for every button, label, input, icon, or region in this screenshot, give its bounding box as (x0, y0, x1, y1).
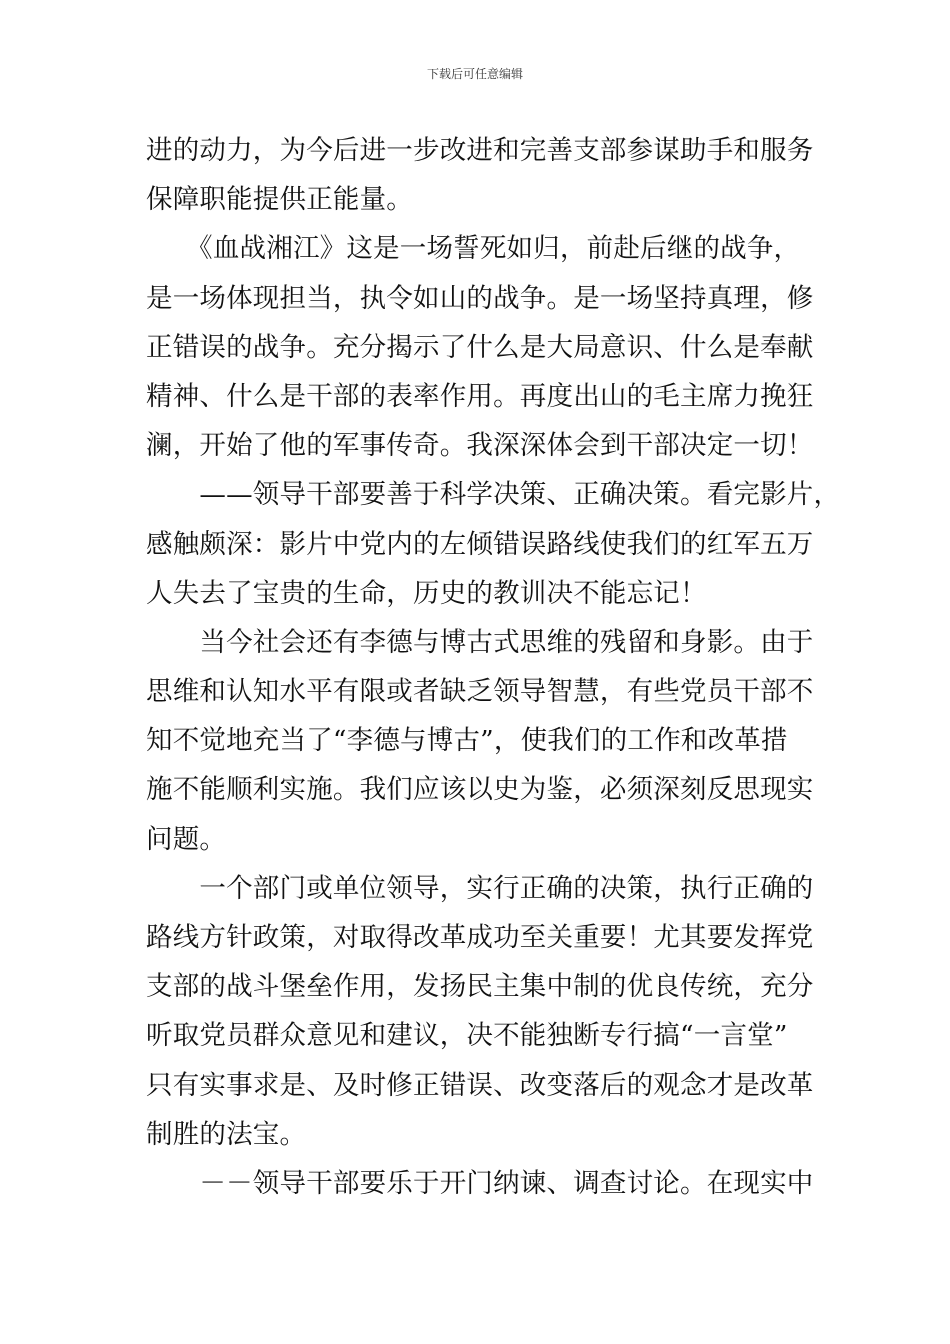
text-line: 感触颇深：影片中党内的左倾错误路线使我们的红军五万 (146, 528, 814, 560)
text-line: 当今社会还有李德与博古式思维的残留和身影。由于 (146, 626, 814, 658)
document-body (146, 126, 841, 1208)
text-line: 支部的战斗堡垒作用，发扬民主集中制的优良传统，充分 (146, 971, 814, 1003)
text-line: 知不觉地充当了“李德与博古”，使我们的工作和改革措 (146, 725, 788, 757)
text-line: 《血战湘江》这是一场誓死如归，前赴后继的战争， (146, 233, 801, 265)
text-line: 一个部门或单位领导，实行正确的决策，执行正确的 (146, 872, 814, 904)
text-line: 路线方针政策，对取得改革成功至关重要！尤其要发挥党 (146, 922, 814, 953)
text-line: 只有实事求是、及时修正错误、改变落后的观念才是改革 (146, 1069, 814, 1101)
text-line: 听取党员群众意见和建议，决不能独断专行搞“一言堂” (146, 1020, 788, 1052)
text-line: 保障职能提供正能量。 (146, 184, 413, 216)
text-line: 精神、什么是干部的表率作用。再度出山的毛主席力挽狂 (146, 380, 814, 412)
text-line: －－领导干部要乐于开门纳谏、调查讨论。在现实中 (146, 1167, 814, 1199)
text-line: 是一场体现担当，执令如山的战争。是一场坚持真理，修 (146, 282, 814, 314)
text-line: 问题。 (146, 823, 227, 855)
text-line: 正错误的战争。充分揭示了什么是大局意识、什么是奉献 (146, 331, 814, 363)
text-line: 施不能顺利实施。我们应该以史为鉴，必须深刻反思现实 (146, 774, 814, 806)
text-line: 思维和认知水平有限或者缺乏领导智慧，有些党员干部不 (146, 676, 814, 708)
text-line: 澜，开始了他的军事传奇。我深深体会到干部决定一切！ (146, 430, 814, 462)
text-line: 人失去了宝贵的生命，历史的教训决不能忘记！ (146, 577, 707, 609)
text-line: 进的动力，为今后进一步改进和完善支部参谋助手和服务 (146, 135, 814, 166)
page-header: 下载后可任意编辑 (426, 67, 523, 81)
text-line: ——领导干部要善于科学决策、正确决策。看完影片， (146, 479, 841, 511)
text-line: 制胜的法宝。 (146, 1118, 307, 1150)
